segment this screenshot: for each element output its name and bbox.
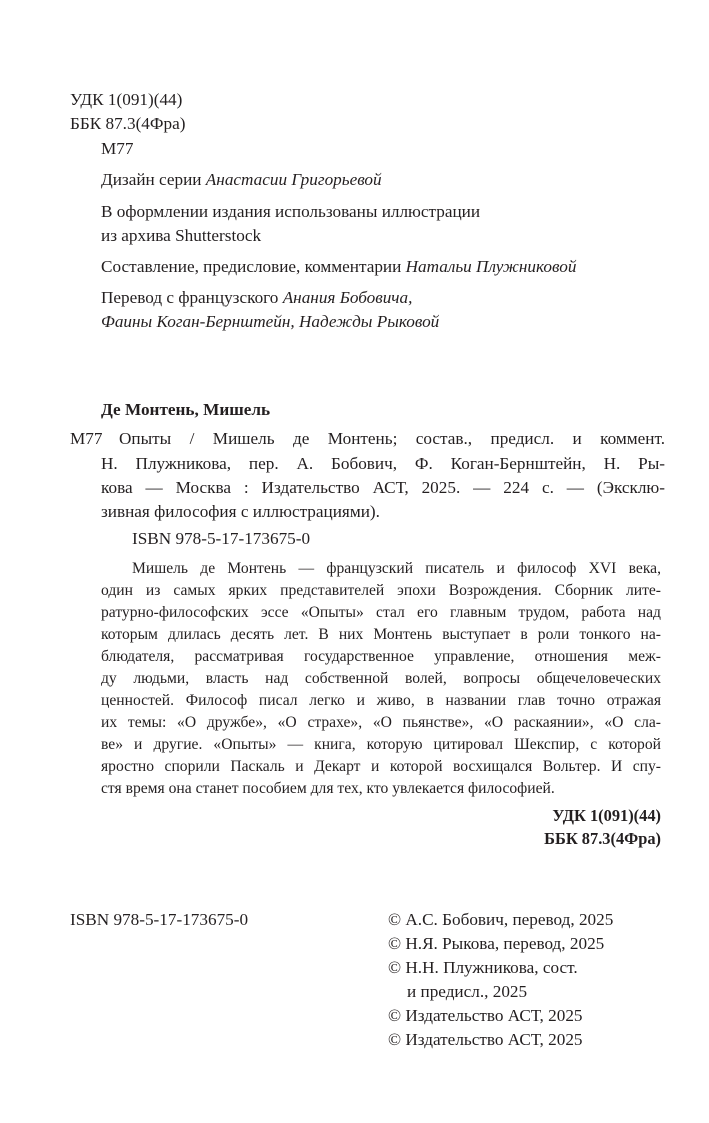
footer-bbk: ББК 87.3(4Фра) xyxy=(544,829,661,848)
design-name: Анастасии Григорьевой xyxy=(205,170,382,189)
catalog-desc-line-4: зивная философия с иллюстрациями). xyxy=(101,502,380,521)
illustrations-line-1: В оформлении издания использованы иллюстрации xyxy=(101,202,481,221)
translation-credit xyxy=(101,288,412,308)
translation-names-2 xyxy=(101,312,439,332)
annotation-line: Мишель де Монтень — французский писатель и философ XVI века, xyxy=(132,560,661,577)
annotation-line: ду людьми, власть над собственной волей, вопросы общечеловеческих xyxy=(101,670,661,687)
udk-code: УДК 1(091)(44) xyxy=(70,90,183,109)
translation-names-1: Анания Бобовича, xyxy=(282,288,413,307)
annotation-line: ве» и другие. «Опыты» — книга, которую цитировал Шекспир, с которой xyxy=(101,736,661,753)
design-credit xyxy=(101,170,382,190)
catalog-desc-line-2: Н. Плужникова, пер. А. Бобович, Ф. Коган-Бернштейн, Н. Ры- xyxy=(101,454,665,473)
catalog-mark: М77 xyxy=(70,429,103,448)
bbk-code: ББК 87.3(4Фра) xyxy=(70,114,186,133)
design-label: Дизайн серии xyxy=(101,170,202,189)
translation-label: Перевод с французского xyxy=(101,288,279,307)
catalog-desc-line-1: Опыты / Мишель де Монтень; состав., предисл. и коммент. xyxy=(119,429,665,448)
annotation-line: стя время она станет пособием для тех, кто увлекается философией. xyxy=(101,780,555,797)
copyright-line: © Издательство АСТ, 2025 xyxy=(388,1006,583,1025)
bottom-isbn: ISBN 978-5-17-173675-0 xyxy=(70,910,249,929)
author-heading: Де Монтень, Мишель xyxy=(101,400,271,419)
copyright-line: © Издательство АСТ, 2025 xyxy=(388,1030,583,1049)
copyright-line: © А.С. Бобович, перевод, 2025 xyxy=(388,910,614,929)
catalog-desc-line-3: кова — Москва : Издательство АСТ, 2025. — 224 с. — (Эксклю- xyxy=(101,478,665,497)
annotation-line: их темы: «О дружбе», «О страхе», «О пьянстве», «О раскаянии», «О сла- xyxy=(101,714,661,731)
annotation-line: ценностей. Философ писал легко и живо, в названии глав точно отражая xyxy=(101,692,661,709)
annotation-line: блюдателя, рассматривая государственное управление, отношения меж- xyxy=(101,648,661,665)
annotation-line: яростно спорили Паскаль и Декарт и которой восхищался Вольтер. И спу- xyxy=(101,758,661,775)
compilation-label: Составление, предисловие, комментарии xyxy=(101,257,402,276)
translation-names-2-text: Фаины Коган-Бернштейн, Надежды Рыковой xyxy=(101,312,440,331)
compilation-credit xyxy=(101,257,576,277)
annotation-line: ратурно-философских эссе «Опыты» стал его главным трудом, работа над xyxy=(101,604,661,621)
compilation-name: Натальи Плужниковой xyxy=(405,257,577,276)
copyright-line: © Н.Н. Плужникова, сост. xyxy=(388,958,578,977)
catalog-isbn: ISBN 978-5-17-173675-0 xyxy=(132,529,311,548)
copyright-line: © Н.Я. Рыкова, перевод, 2025 xyxy=(388,934,605,953)
copyright-line: и предисл., 2025 xyxy=(407,982,528,1001)
author-mark: М77 xyxy=(101,139,134,158)
footer-udk: УДК 1(091)(44) xyxy=(552,806,661,825)
annotation-line: один из самых ярких представителей эпохи Возрождения. Сборник литe- xyxy=(101,582,661,599)
illustrations-line-2: из архива Shutterstock xyxy=(101,226,262,245)
annotation-line: которым длилась десять лет. В них Монтень выступает в роли тонкого на- xyxy=(101,626,661,643)
